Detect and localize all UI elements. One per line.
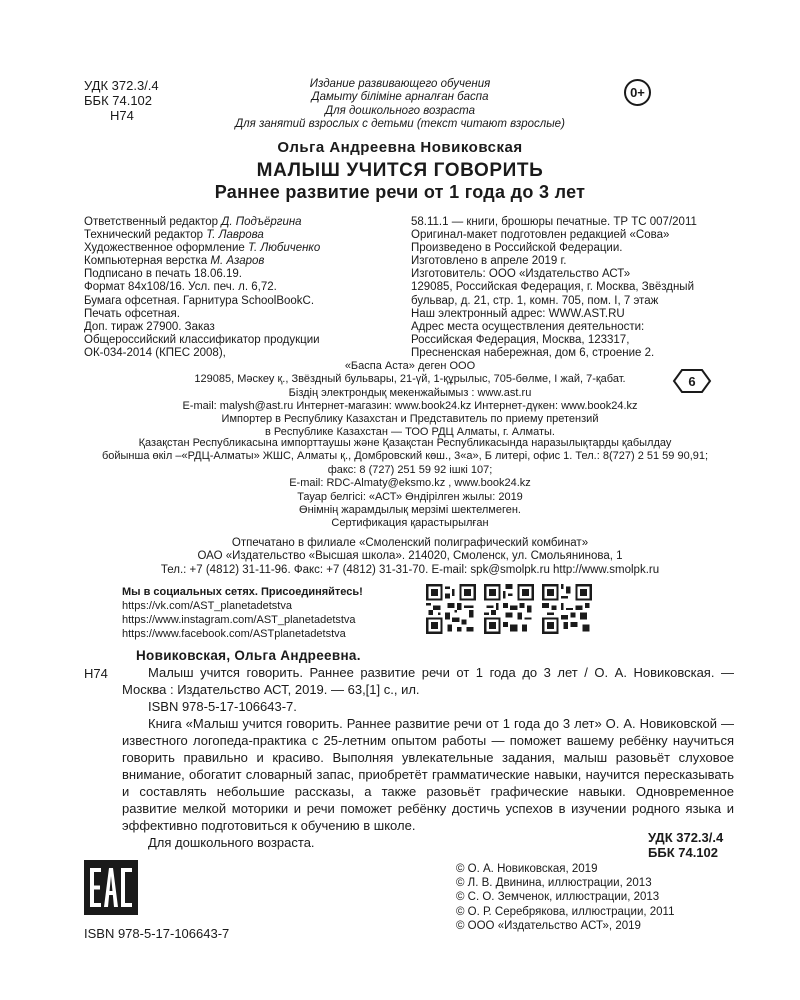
copyright-line: © Л. В. Двинина, иллюстрации, 2013 xyxy=(456,877,652,890)
printer-info xyxy=(60,537,760,577)
bib-isbn: ISBN 978-5-17-106643-7. xyxy=(148,699,297,714)
kz-line: в Республике Казахстан — ТОО РДЦ Алматы, г. Алматы. xyxy=(265,426,555,439)
copyright-line: © С. О. Земченок, иллюстрации, 2013 xyxy=(456,891,660,904)
credit-line: 58.11.1 — книги, брошюры печатные. ТР ТС 007/2011 xyxy=(411,216,697,228)
kz-line: бойынша өкіл –«РДЦ-Алматы» ЖШС, Алматы қ., Домбровский көш., 3«а», Б литері, офис 1. Тел.: 8(727) 2 51 59 90,91; xyxy=(101,450,709,463)
udk-bbk-footer xyxy=(648,830,723,860)
credit-line: Изготовитель: ООО «Издательство АСТ» xyxy=(411,268,631,281)
kz-line: 129085, Мәскеу қ., Звёздный бульвары, 21-үй, 1-құрылыс, 705-бөлме, I жай, 7-қабат. xyxy=(194,373,626,386)
credit-line: Оригинал-макет подготовлен редакцией «Сова» xyxy=(411,229,670,242)
kz-line: Сертификация қарастырылған xyxy=(331,517,489,530)
kz-line: Импортер в Республику Казахстан и Представитель по приему претензий xyxy=(221,413,599,426)
isbn-footer: ISBN 978-5-17-106643-7 xyxy=(84,926,230,941)
edition-line: Дамыту біліміне арналған баспа xyxy=(311,91,489,104)
credit-line: Ответственный редактор Д. Подъёргина xyxy=(84,216,302,228)
qr-code-icon[interactable] xyxy=(541,584,593,634)
book-author: Ольга Андреевна Новиковская xyxy=(277,139,523,156)
credits-right xyxy=(411,216,751,360)
social-link-facebook[interactable]: https://www.facebook.com/ASTplanetadetstva xyxy=(122,628,346,640)
kz-line: «Баспа Аста» деген ООО xyxy=(344,360,476,372)
credit-line: 129085, Российская Федерация, г. Москва, Звёздный xyxy=(411,281,694,294)
bbk-code: ББК 74.102 xyxy=(84,93,153,108)
qr-codes xyxy=(425,584,601,634)
bib-description: Малыш учится говорить. Раннее развитие речи от 1 года до 3 лет / О. А. Новиковская. — Москва : Издательство АСТ, 2019. — 63,[1] с., ил. xyxy=(122,665,734,697)
kz-representative-block xyxy=(60,437,750,464)
copyright-line: © ООО «Издательство АСТ», 2019 xyxy=(456,919,641,932)
bib-age: Для дошкольного возраста. xyxy=(148,835,315,850)
kz-line: Біздің электрондық мекенжайымыз : www.ast.ru xyxy=(288,386,532,399)
social-link-vk[interactable]: https://vk.com/AST_planetadetstva xyxy=(122,600,292,612)
credits-left xyxy=(84,216,394,360)
credit-line: ОК-034-2014 (КПЕС 2008), xyxy=(84,346,226,359)
social-heading: Мы в социальных сетях. Присоединяйтесь! xyxy=(122,586,363,598)
kz-line: факс: 8 (727) 251 59 92 ішкі 107; xyxy=(327,464,493,476)
udk-code: УДК 372.3/.4 xyxy=(648,830,724,845)
credit-line: Произведено в Российской Федерации. xyxy=(411,242,623,255)
package-age-icon xyxy=(672,368,712,394)
edition-line: Для дошкольного возраста xyxy=(325,104,475,117)
credit-line: Технический редактор Т. Лаврова xyxy=(84,229,264,242)
kz-line: E-mail: malysh@ast.ru Интернет-магазин: www.book24.kz Интернет-дүкен: www.book24.kz xyxy=(182,399,638,412)
copyright-list xyxy=(456,862,756,933)
credit-line: Компьютерная верстка М. Азаров xyxy=(84,255,265,268)
credit-line: Адрес места осуществления деятельности: xyxy=(411,320,645,333)
edition-line: Для занятий взрослых с детьми (текст читают взрослые) xyxy=(235,117,565,130)
printer-line: Тел.: +7 (4812) 31-11-96. Факс: +7 (4812) 31-31-70. E-mail: spk@smolpk.ru http://www.smolpk.ru xyxy=(160,563,660,576)
udk-code: УДК 372.3/.4 xyxy=(84,78,159,93)
credit-line: Изготовлено в апреле 2019 г. xyxy=(411,255,567,268)
kz-line: Тауар белгісі: «АСТ» Өндірілген жылы: 2019 xyxy=(297,490,523,503)
package-age-value: 6 xyxy=(688,374,696,389)
copyright-line: © О. Р. Серебрякова, иллюстрации, 2011 xyxy=(456,905,675,918)
printer-line: Отпечатано в филиале «Смоленский полиграфический комбинат» xyxy=(231,537,589,549)
credit-line: Пресненская набережная, дом 6, строение 2. xyxy=(411,346,655,359)
credit-line: Художественное оформление Т. Любиченко xyxy=(84,242,321,255)
book-subtitle: Раннее развитие речи от 1 года до 3 лет xyxy=(214,182,586,202)
credit-line: Наш электронный адрес: WWW.AST.RU xyxy=(411,307,625,320)
book-title: МАЛЫШ УЧИТСЯ ГОВОРИТЬ xyxy=(256,160,544,181)
qr-code-icon[interactable] xyxy=(483,584,535,634)
credit-line: Российская Федерация, Москва, 123317, xyxy=(411,333,630,346)
kz-contact-block xyxy=(150,464,670,530)
bib-annotation: Книга «Малыш учится говорить. Раннее развитие речи от 1 года до 3 лет» О. А. Новиковской — известного логопеда-практика с 25-летним опытом работы — поможет вашему ребёнку научиться говорить правильно и красиво. Выполняя увлекательные задания, малыш разовьёт слуховое внимание, обогатит словарный запас, приобретёт грамматические навыки, научится пересказывать и составлять небольшие рассказы, а также разовьёт графические навыки. Одновременное развитие мелкой моторики и речи поможет ребёнку достичь успехов в изучении родного языка и эффективно подготовиться к обучению в школе. xyxy=(122,716,734,833)
udk-bbk-header xyxy=(84,78,159,123)
author-mark: Н74 xyxy=(110,108,134,123)
eac-logo-icon xyxy=(84,860,138,915)
edition-line: Издание развивающего обучения xyxy=(309,78,491,90)
credit-line: Бумага офсетная. Гарнитура SchoolBookC. xyxy=(84,294,315,307)
credit-line: бульвар, д. 21, стр. 1, комн. 705, пом. I, 7 этаж xyxy=(411,294,659,307)
bib-record xyxy=(122,664,734,851)
copyright-line: © О. А. Новиковская, 2019 xyxy=(456,863,598,875)
bib-author-heading: Новиковская, Ольга Андреевна. xyxy=(136,648,361,663)
printer-line: ОАО «Издательство «Высшая школа». 214020, Смоленск, ул. Смольянинова, 1 xyxy=(197,550,623,563)
credit-line: Общероссийский классификатор продукции xyxy=(84,333,320,346)
credit-line: Доп. тираж 27900. Заказ xyxy=(84,320,215,333)
kz-line: Қазақстан Республикасына импорттаушы және Қазақстан Республикасында наразылықтарды қабылдау xyxy=(138,437,672,449)
credit-line: Печать офсетная. xyxy=(84,307,180,320)
age-rating-badge: 0+ xyxy=(624,79,651,106)
bib-author-mark: Н74 xyxy=(84,666,108,681)
credit-line: Формат 84x108/16. Усл. печ. л. 6,72. xyxy=(84,281,277,294)
bbk-code: ББК 74.102 xyxy=(648,845,718,860)
credit-line: Подписано в печать 18.06.19. xyxy=(84,268,242,281)
social-links xyxy=(122,585,392,641)
edition-notes xyxy=(200,78,600,131)
kz-line: E-mail: RDC-Almaty@eksmo.kz , www.book24.kz xyxy=(289,477,531,490)
kz-line: Өнімнің жарамдылық мерзімі шектелмеген. xyxy=(299,503,521,516)
social-link-instagram[interactable]: https://www.instagram.com/AST_planetadetstva xyxy=(122,614,356,626)
kz-publisher-block xyxy=(150,360,670,440)
qr-code-icon[interactable] xyxy=(425,584,477,634)
